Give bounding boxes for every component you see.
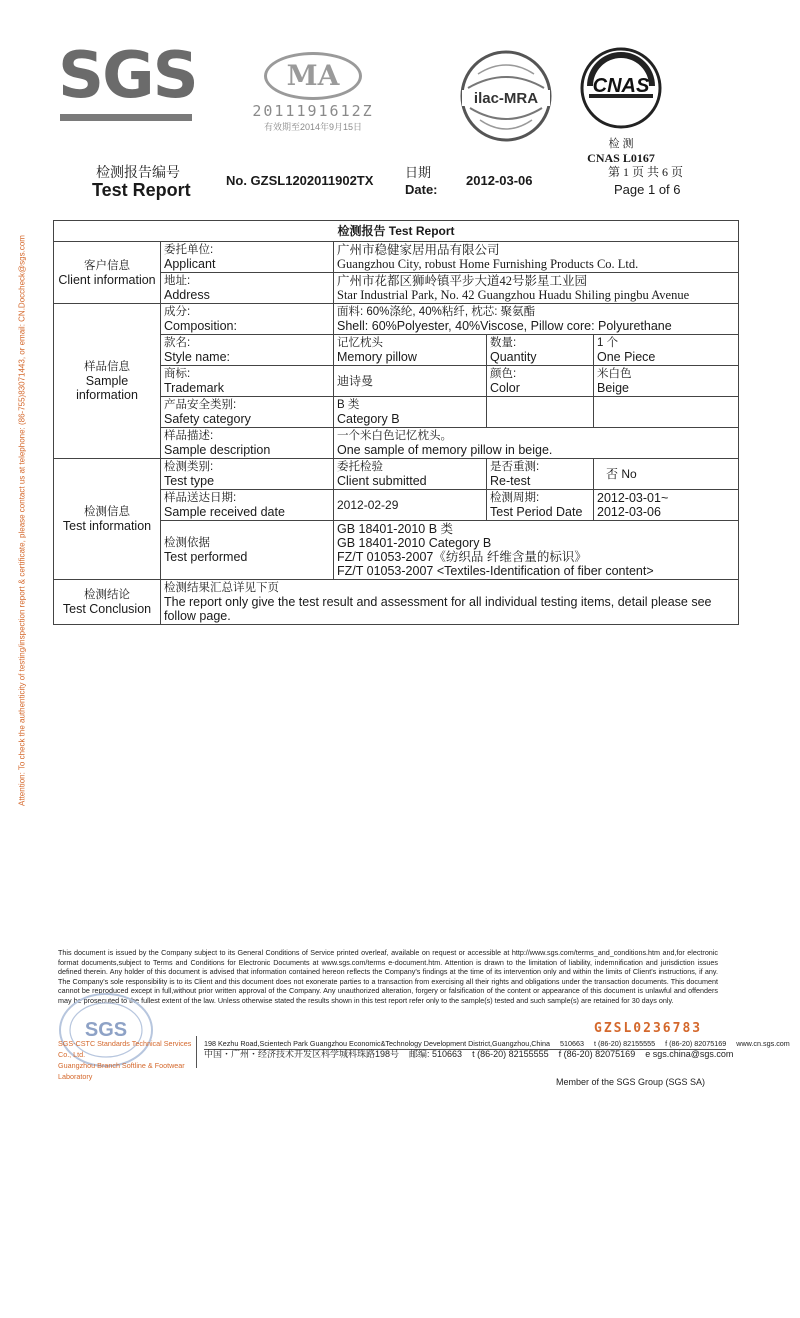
safety-category-value: B 类 Category B — [334, 397, 487, 428]
authenticity-notice: Attention: To check the authenticity of testing/inspection report & certificate, please contact us at telephone: (86-755)83071443, or email: CN.Doccheck@sgs.com — [17, 235, 27, 806]
date-label-cn: 日期 — [405, 165, 432, 180]
received-date-value: 2012-02-29 — [334, 490, 487, 521]
cnas-label: 检 测 — [608, 138, 634, 150]
applicant-label: 委托单位: Applicant — [161, 242, 334, 273]
quantity-value: 1 个 One Piece — [594, 335, 739, 366]
test-period-value: 2012-03-01~ 2012-03-06 — [594, 490, 739, 521]
applicant-value: 广州市稳健家居用品有限公司 Guangzhou City, robust Home Furnishing Products Co. Ltd. — [334, 242, 739, 273]
color-value: 米白色 Beige — [594, 366, 739, 397]
date-label-en: Date: — [405, 182, 438, 197]
test-type-label: 检测类别: Test type — [161, 459, 334, 490]
company-name: SGS-CSTC Standards Technical Services Co., Ltd. Guangzhou Branch Softline & Footwear Laboratory — [58, 1039, 192, 1081]
cma-number: 2011191612Z — [252, 102, 374, 120]
cma-valid: 有效期至2014年9月15日 — [263, 122, 363, 132]
report-number-label-cn: 检测报告编号 — [96, 164, 180, 180]
received-date-label: 样品送达日期: Sample received date — [161, 490, 334, 521]
style-name-label: 款名: Style name: — [161, 335, 334, 366]
sgs-logo — [58, 39, 197, 113]
page-indicator-cn: 第 1 页 共 6 页 — [608, 165, 684, 179]
test-period-label: 检测周期: Test Period Date — [487, 490, 594, 521]
company-address: 198 Kezhu Road,Scientech Park Guangzhou Economic&Technology Development District,Guangzhou,China 510663 t (86-20) 82155555 f (86-20) 82075169 www.cn.sgs.com 中国・广州・经济技术开发区科学城科珠路198号 邮编: 510663 t (86-20) 82155555 f (86-20) 82075169 e sgs.china@sgs.com — [204, 1039, 790, 1059]
trademark-value: 迪诗曼 — [334, 366, 487, 397]
sgs-logo-bar — [60, 114, 192, 121]
test-performed-label: 检测依据 Test performed — [161, 521, 334, 580]
test-section-label: 检测信息 Test information — [54, 459, 161, 580]
cnas-emblem — [579, 46, 663, 130]
sample-section-label: 样品信息 Sample information — [54, 304, 161, 459]
cnas-text: CNAS — [592, 75, 650, 97]
address-value: 广州市花都区狮岭镇平步大道42号影星工业园 Star Industrial Park, No. 42 Guangzhou Huadu Shiling pingbu Avenue — [334, 273, 739, 304]
sample-description-value: 一个米白色记忆枕头。 One sample of memory pillow in beige. — [334, 428, 739, 459]
report-number: No. GZSL1202011902TX — [226, 173, 374, 188]
composition-label: 成分: Composition: — [161, 304, 334, 335]
test-type-value: 委托检验 Client submitted — [334, 459, 487, 490]
quantity-label: 数量: Quantity — [487, 335, 594, 366]
ilac-text: ilac-MRA — [473, 90, 539, 107]
member-note: Member of the SGS Group (SGS SA) — [556, 1077, 706, 1087]
empty-cell — [487, 397, 594, 428]
footer-divider — [196, 1036, 197, 1068]
cma-mark: MA — [264, 52, 362, 100]
style-name-value: 记忆枕头 Memory pillow — [334, 335, 487, 366]
sgs-logo-text: SGS — [58, 39, 197, 113]
retest-label: 是否重测: Re-test — [487, 459, 594, 490]
ilac-mra-logo — [456, 46, 556, 146]
sample-description-label: 样品描述: Sample description — [161, 428, 334, 459]
table-heading: 检测报告 Test Report — [54, 221, 739, 242]
trademark-label: 商标: Trademark — [161, 366, 334, 397]
report-title: Test Report — [92, 180, 191, 200]
retest-value: 否 No — [594, 459, 739, 490]
composition-value: 面料: 60%涤纶, 40%粘纤, 枕芯: 聚氨酯 Shell: 60%Polyester, 40%Viscose, Pillow core: Polyurethane — [334, 304, 739, 335]
conclusion-value: 检测结果汇总详见下页 The report only give the test result and assessment for all individual testing items, detail please see follow page. — [161, 580, 739, 625]
stamp-text: SGS — [84, 1019, 128, 1041]
color-label: 颜色: Color — [487, 366, 594, 397]
test-performed-value: GB 18401-2010 B 类 GB 18401-2010 Category B FZ/T 01053-2007《纺织品 纤维含量的标识》 FZ/T 01053-2007 <Textiles-Identification of fiber content> — [334, 521, 739, 580]
document-serial: GZSL0236783 — [594, 1021, 703, 1036]
legal-disclaimer: This document is issued by the Company subject to its General Conditions of Service printed overleaf, available on request or accessible at http://www.sgs.com/terms_and_conditions.htm and,for electronic format documents,subject to Terms and Conditions for Electronic Documents at www.sgs.com/terms e-document.htm. Attention is drawn to the limitation of liability, indemnification and jurisdiction issues defined therein. Any holder of this document is advised that information contained hereon reflects the Company's findings at the time of its intervention only and within the limits of Client's instructions, if any. The Company's sole responsibility is to its Client and this document does not exonerate parties to a transaction from exercising all their rights and obligations under the transaction documents. This document cannot be reproduced except in full,without prior written approval of the Company. Any unauthorized alteration, forgery or falsification of the content or appearance of this document is unlawful and offenders may be prosecuted to the fullest extent of the law. Unless otherwise stated the results shown in this test report refer only to the sample(s) tested and such sample(s) are retained for 30 days only. — [58, 948, 718, 1005]
conclusion-section-label: 检测结论 Test Conclusion — [54, 580, 161, 625]
empty-cell — [594, 397, 739, 428]
cnas-logo — [566, 46, 676, 166]
address-label: 地址: Address — [161, 273, 334, 304]
safety-category-label: 产品安全类别: Safety category — [161, 397, 334, 428]
cma-logo — [248, 52, 378, 140]
client-section-label: 客户信息 Client information — [54, 242, 161, 304]
report-date: 2012-03-06 — [466, 173, 533, 188]
page-indicator-en: Page 1 of 6 — [614, 182, 681, 197]
cnas-code: CNAS L0167 — [587, 151, 655, 165]
test-report-table — [53, 220, 739, 625]
